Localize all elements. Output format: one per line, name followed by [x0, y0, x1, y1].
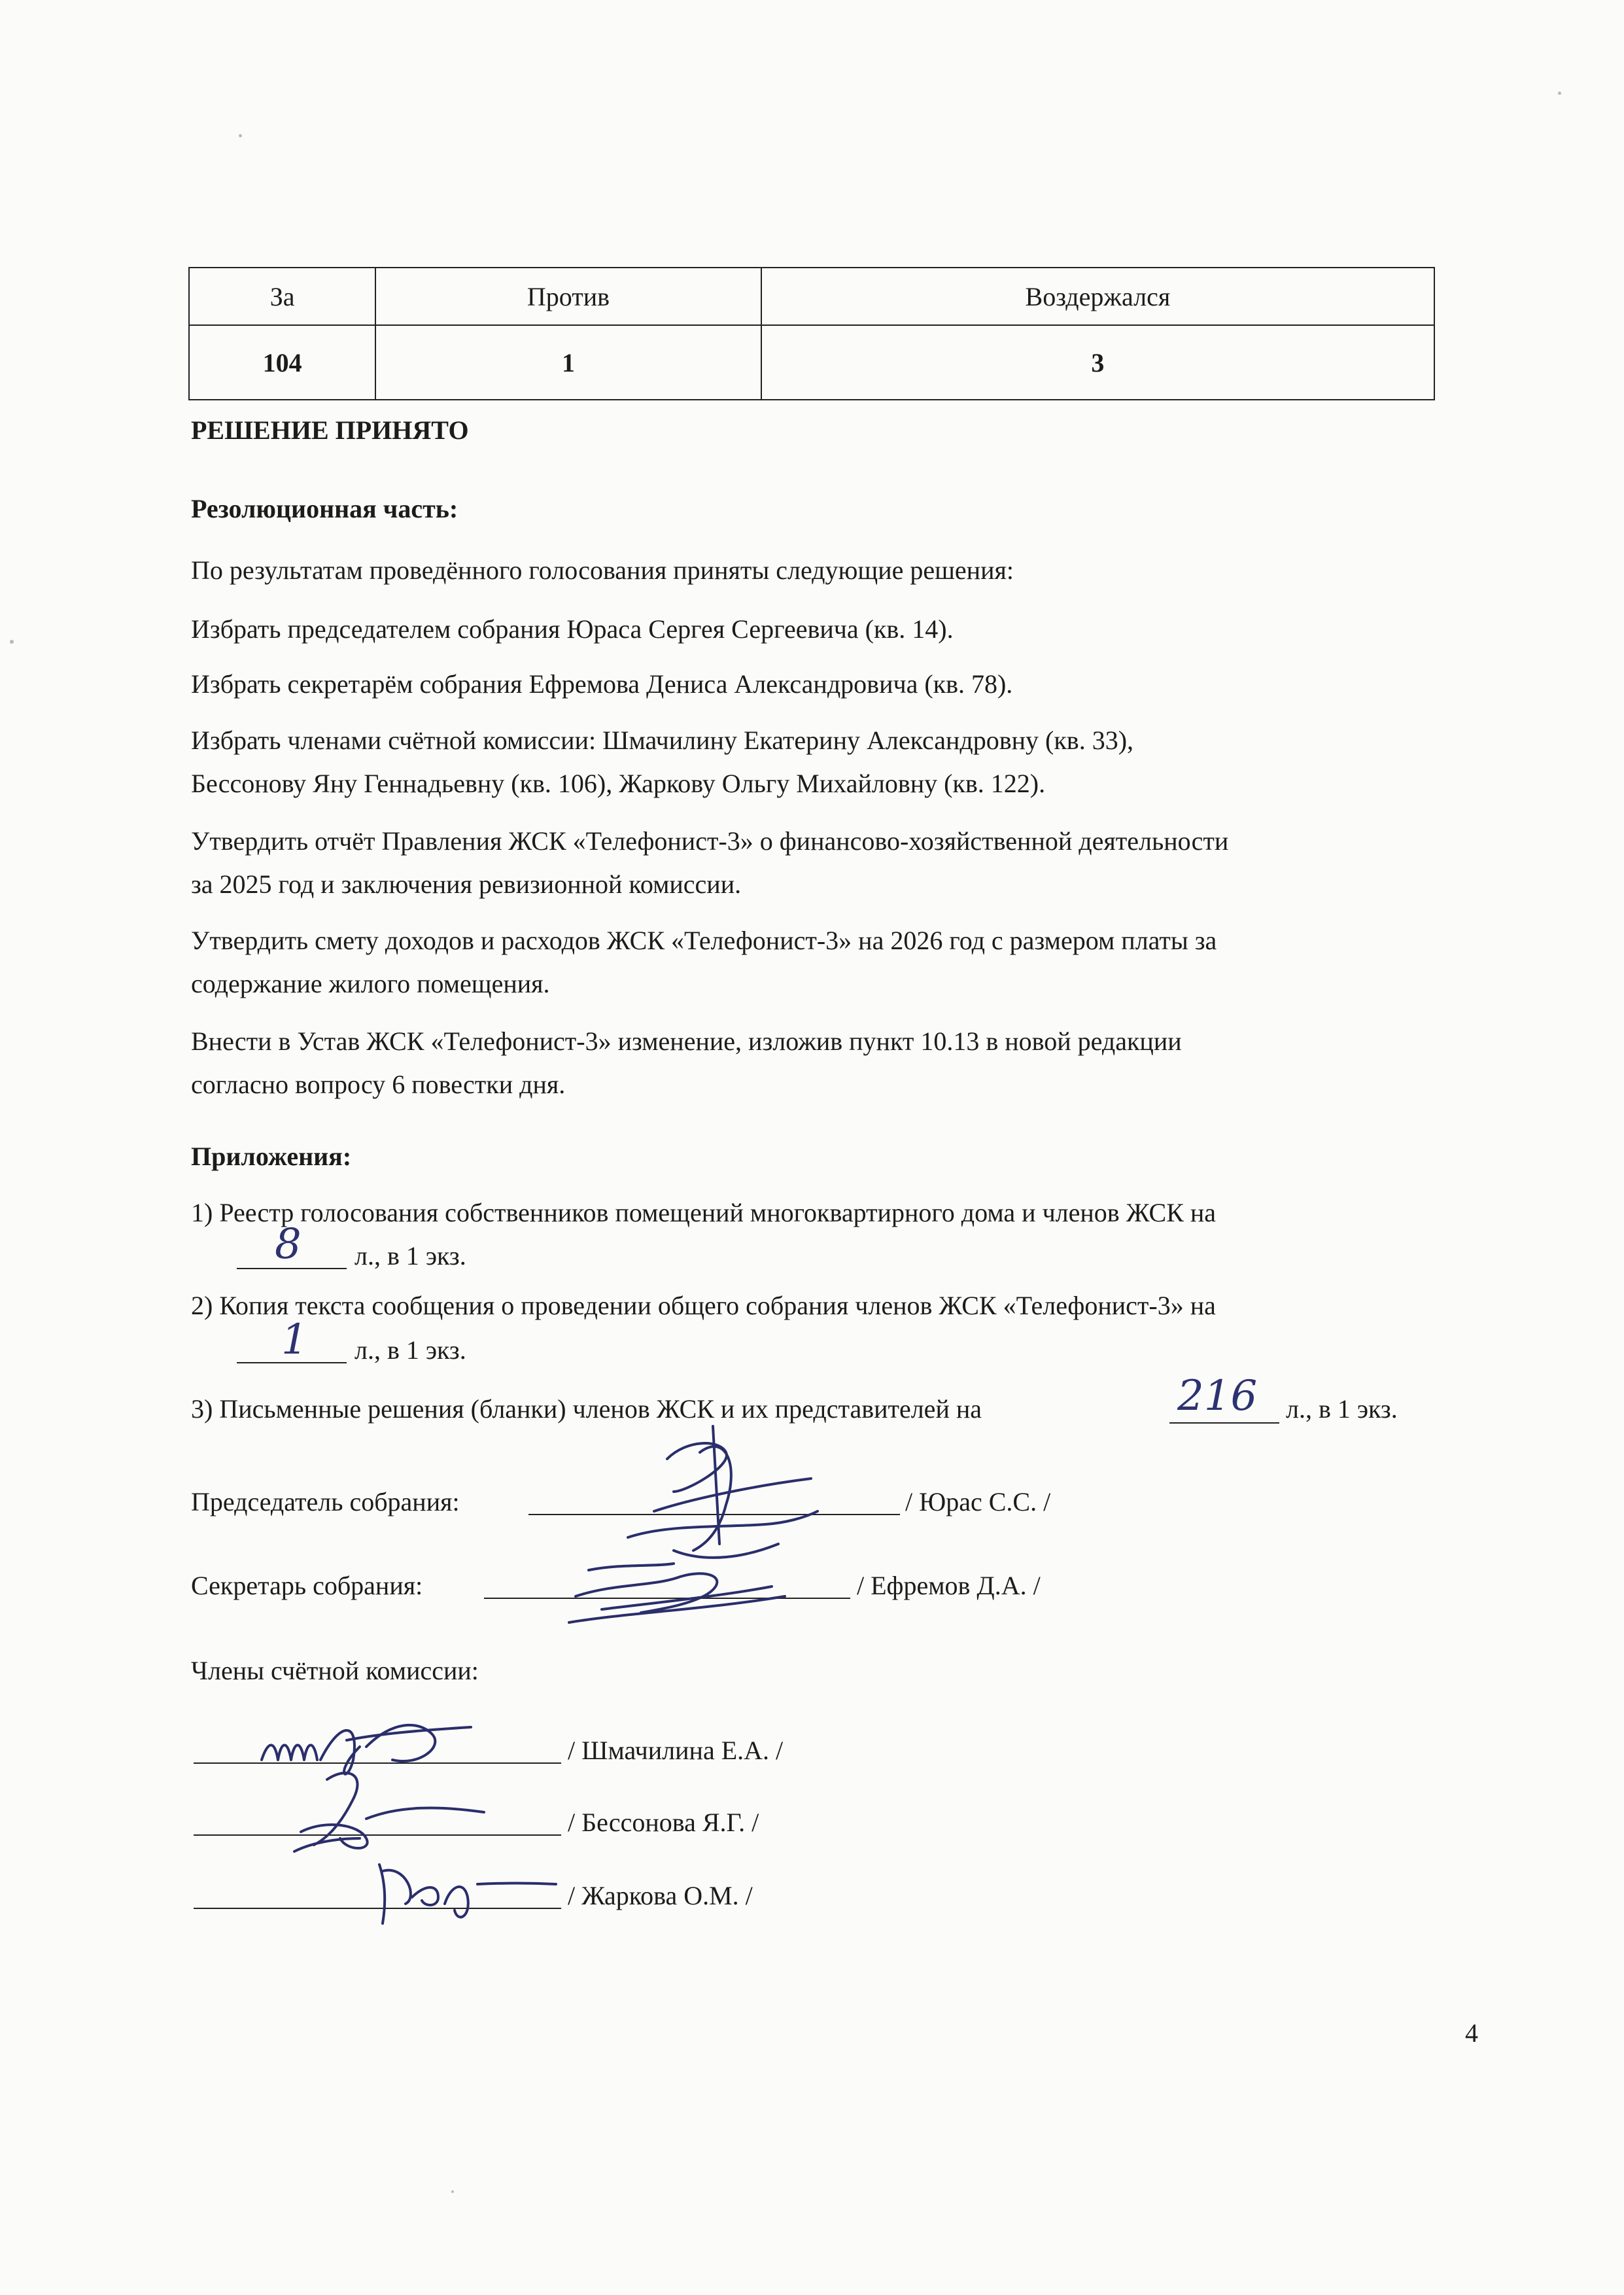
vote-results-table [188, 267, 1435, 400]
resolution-item-chair: Избрать председателем собрания Юраса Сергея Сергеевича (кв. 14). [191, 614, 954, 644]
member-2-signature [288, 1760, 510, 1858]
vote-table-values-row [189, 325, 1434, 400]
attachment-3-blank [1169, 1422, 1279, 1424]
resolution-item-budget: Утвердить смету доходов и расходов ЖСК «Телефонист-3» на 2026 год с размером платы за [191, 926, 1217, 955]
vote-value-abstained: 3 [761, 325, 1434, 400]
vote-header-abstained: Воздержался [761, 268, 1434, 325]
attachment-3-handwritten-count: 216 [1177, 1372, 1258, 1420]
resolution-item-report-cont: за 2025 год и заключения ревизионной комиссии. [191, 869, 742, 899]
attachment-2-suffix: л., в 1 экз. [354, 1335, 466, 1365]
chair-name: / Юрас С.С. / [905, 1487, 1051, 1516]
secretary-name: / Ефремов Д.А. / [857, 1571, 1041, 1600]
resolution-heading: Резолюционная часть: [191, 494, 458, 523]
attachment-3-suffix: л., в 1 экз. [1286, 1394, 1398, 1424]
member-2-name: / Бессонова Я.Г. / [568, 1808, 759, 1837]
resolution-item-charter-cont: согласно вопросу 6 повестки дня. [191, 1070, 566, 1099]
commission-label: Члены счётной комиссии: [191, 1656, 479, 1685]
member-3-name: / Жаркова О.М. / [568, 1881, 753, 1910]
attachment-item-1: 1) Реестр голосования собственников помещений многоквартирного дома и членов ЖСК на [191, 1198, 1217, 1227]
resolution-item-budget-cont: содержание жилого помещения. [191, 969, 550, 998]
attachments-heading: Приложения: [191, 1142, 352, 1171]
attachment-1-handwritten-count: 8 [275, 1220, 302, 1269]
attachment-item-3: 3) Письменные решения (бланки) членов ЖСК и их представителей на [191, 1394, 982, 1424]
attachment-2-handwritten-count: 1 [281, 1316, 308, 1364]
vote-value-for: 104 [189, 325, 375, 400]
resolution-item-commission: Избрать членами счётной комиссии: Шмачилину Екатерину Александровну (кв. 33), [191, 726, 1134, 755]
scan-speck [1558, 92, 1561, 95]
page-number: 4 [1465, 2018, 1478, 2048]
secretary-signature [562, 1550, 798, 1636]
chair-label: Председатель собрания: [191, 1487, 460, 1516]
resolution-item-charter: Внести в Устав ЖСК «Телефонист-3» изменение, изложив пункт 10.13 в новой редакции [191, 1026, 1182, 1056]
decision-status: РЕШЕНИЕ ПРИНЯТО [191, 415, 469, 445]
scan-speck [10, 640, 14, 644]
attachment-item-2: 2) Копия текста сообщения о проведении общего собрания членов ЖСК «Телефонист-3» на [191, 1291, 1216, 1320]
member-1-name: / Шмачилина Е.А. / [568, 1736, 784, 1765]
vote-table-header-row [189, 268, 1434, 325]
secretary-label: Секретарь собрания: [191, 1571, 423, 1600]
resolution-item-commission-cont: Бессонову Яну Геннадьевну (кв. 106), Жаркову Ольгу Михайловну (кв. 122). [191, 769, 1046, 798]
vote-header-against: Против [375, 268, 761, 325]
attachment-1-suffix: л., в 1 экз. [354, 1241, 466, 1270]
scan-speck [451, 2190, 454, 2193]
scan-speck [239, 134, 242, 137]
resolution-intro: По результатам проведённого голосования приняты следующие решения: [191, 555, 1014, 585]
member-3-signature [366, 1845, 562, 1930]
resolution-item-secretary: Избрать секретарём собрания Ефремова Дениса Александровича (кв. 78). [191, 669, 1013, 699]
vote-header-for: За [189, 268, 375, 325]
resolution-item-report: Утвердить отчёт Правления ЖСК «Телефонист-3» о финансово-хозяйственной деятельности [191, 826, 1229, 856]
vote-value-against: 1 [375, 325, 761, 400]
